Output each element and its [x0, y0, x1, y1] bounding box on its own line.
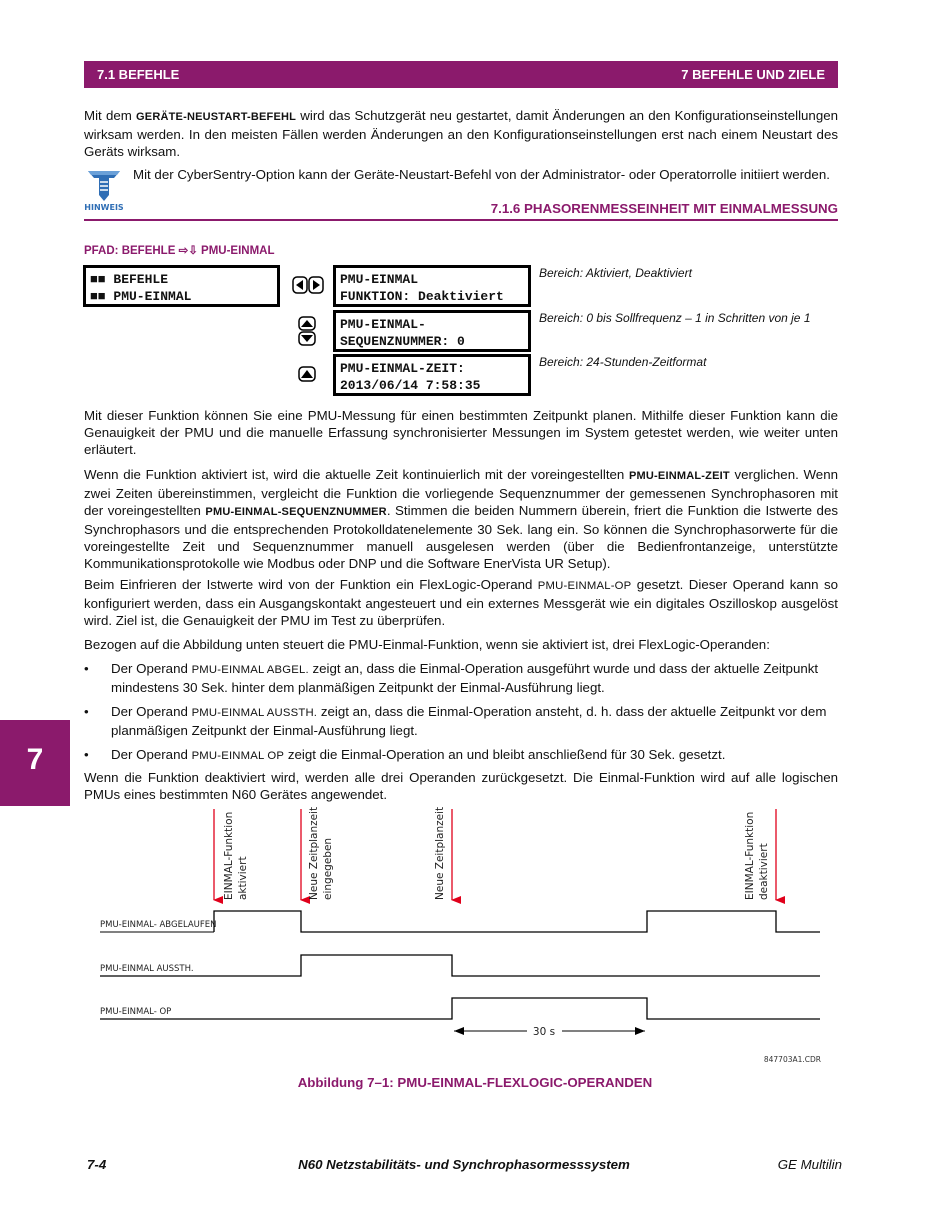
setting-name-sequence: PMU-EINMAL-SEQUENZNUMMER	[205, 506, 387, 518]
operand-name: PMU-EINMAL OP	[191, 750, 285, 762]
paragraph-5: Wenn die Funktion deaktiviert wird, werden alle drei Operanden zurückgesetzt. Die Einmal-Funktion wird auf alle logischen PMUs eines bestimmten N60 Gerätes angewendet.	[84, 770, 838, 802]
lcd-line1: PMU-EINMAL-	[340, 317, 426, 332]
lcd-line2: 2013/06/14 7:58:35	[340, 378, 481, 393]
range-sequence: Bereich: 0 bis Sollfrequenz – 1 in Schritten von je 1	[539, 311, 811, 325]
lcd-line1: PMU-EINMAL-ZEIT:	[340, 361, 465, 376]
note-text: Mit der CyberSentry-Option kann der Geräte-Neustart-Befehl von der Administrator- oder Operatorrolle initiiert werden.	[133, 167, 830, 182]
operand-name: PMU-EINMAL AUSSTH.	[191, 707, 318, 719]
p2-text-e: . Stimmen die beiden Nummern überein, friert die Funktion die Istwerte des Synchrophasors und die entsprechenden Protokolldatenelemente 30 Sek. lang ein. So können die Synchrophasorwerte für die voreingestellte Zeit und Sequenznummer manuell ausgelesen werden (über die Bedienfrontanzeige, unterstützte Kommunikationsprotokolle wie Modbus oder DNP und die Software EnerVista UR Setup).	[84, 503, 838, 571]
menu-lcd-line1: ■■ BEFEHLE	[90, 272, 169, 287]
event-label-new-time-line1: Neue Zeitplanzeit	[308, 806, 320, 900]
path-prefix: PFAD: BEFEHLE	[84, 245, 179, 257]
event-label-disabled-line1: EINMAL-Funktion	[744, 811, 756, 900]
signal-label-expired: PMU-EINMAL- ABGELAUFEN	[100, 920, 217, 930]
figure-caption: Abbildung 7–1: PMU-EINMAL-FLEXLOGIC-OPERANDEN	[297, 1075, 653, 1090]
paragraph-1: Mit dieser Funktion können Sie eine PMU-Messung für einen bestimmten Zeitpunkt planen. Mithilfe dieser Funktion kann die Genauigkeit der PMU und die manuelle Erfassung synchronisierter Messungen im System getestet werden, wie weiter unten erläutert.	[84, 408, 838, 457]
paragraph-4: Bezogen auf die Abbildung unten steuert die PMU-Einmal-Funktion, wenn sie aktiviert ist, drei FlexLogic-Operanden:	[84, 637, 770, 652]
bullet-text-c: zeigt an, dass die Einmal-Operation ansteht, d. h. dass der aktuelle Zeitpunkt vor dem planmäßigen Zeitpunkt der Einmal-Ausführung liegt.	[111, 704, 827, 738]
bullet-text-c: zeigt an, dass die Einmal-Operation ausgeführt wurde und dass der aktuelle Zeitpunkt mindestens 30 Sek. hinter dem planmäßigen Zeitpunkt der Einmal-Ausführung liegt.	[111, 661, 819, 695]
operand-name: PMU-EINMAL-OP	[537, 580, 632, 592]
event-label-schedule: Neue Zeitplanzeit	[434, 806, 446, 900]
p2-text-a: Wenn die Funktion aktiviert ist, wird die aktuelle Zeit kontinuierlich mit der voreingestellten	[84, 467, 630, 482]
lcd-line1: PMU-EINMAL	[340, 272, 419, 287]
footer-title: N60 Netzstabilitäts- und Synchrophasormesssystem	[298, 1157, 630, 1172]
p3-text-c: gesetzt. Dieser Operand kann so konfiguriert werden, dass ein Ausgangskontakt angesteuert und ein externes Messgerät wie ein digitales Oszilloskop ausgelöst wird. Ziel ist, die Genauigkeit der PMU im Test zu überprüfen.	[84, 577, 838, 628]
p2-text-c: verglichen. Wenn zwei Zeiten übereinstimmen, vergleicht die Funktion die vorliegende Sequenznummer der gemessenen Synchrophasoren mit der voreingestellten	[84, 467, 838, 518]
path-suffix: PMU-EINMAL	[197, 245, 275, 257]
chapter-tab: 7	[0, 720, 70, 806]
header-section: 7.1 BEFEHLE	[97, 67, 180, 82]
operand-name: PMU-EINMAL ABGEL.	[191, 664, 309, 676]
intro-text-b: wird das Schutzgerät neu gestartet, damit Änderungen an den Konfigurationseinstellungen wirksam werden. In den meisten Fällen werden Änderungen an den Konfigurationseinstellungen erst nach einem Neustart des Geräts wirksam.	[84, 108, 838, 159]
signal-label-op: PMU-EINMAL- OP	[100, 1007, 172, 1017]
p3-text-a: Beim Einfrieren der Istwerte wird von der Funktion ein FlexLogic-Operand	[84, 577, 538, 592]
event-label-enabled-line1: EINMAL-Funktion	[223, 811, 235, 900]
bullet-text-a: Der Operand	[111, 704, 192, 719]
event-label-disabled-line2: deaktiviert	[758, 843, 770, 900]
command-name: GERÄTE-NEUSTART-BEFEHL	[136, 111, 297, 123]
setting-name-time: PMU-EINMAL-ZEIT	[629, 470, 730, 482]
lcd-line2: FUNKTION: Deaktiviert	[340, 289, 504, 304]
event-label-enabled-line2: aktiviert	[237, 856, 249, 900]
bullet-text-a: Der Operand	[111, 661, 192, 676]
menu-lcd-line2: ■■ PMU-EINMAL	[90, 289, 192, 304]
path-arrows-icon: ⇨⇩	[178, 245, 198, 257]
range-time: Bereich: 24-Stunden-Zeitformat	[539, 355, 707, 369]
header-chapter: 7 BEFEHLE UND ZIELE	[681, 67, 825, 82]
duration-label: 30 s	[532, 1026, 556, 1038]
bullet-text-c: zeigt die Einmal-Operation an und bleibt anschließend für 30 Sek. gesetzt.	[284, 747, 726, 762]
lcd-line2: SEQUENZNUMMER: 0	[340, 334, 465, 349]
signal-label-pending: PMU-EINMAL AUSSTH.	[100, 964, 194, 974]
section-title: 7.1.6 PHASORENMESSEINHEIT MIT EINMALMESSUNG	[490, 201, 838, 216]
footer-brand: GE Multilin	[777, 1157, 842, 1172]
waveform-op	[100, 998, 820, 1019]
bullet-text-a: Der Operand	[111, 747, 192, 762]
range-function: Bereich: Aktiviert, Deaktiviert	[539, 266, 692, 280]
page-number: 7-4	[87, 1157, 107, 1172]
note-label: HINWEIS	[84, 203, 124, 212]
event-label-new-time-line2: eingegeben	[322, 837, 334, 900]
drawing-id: 847703A1.CDR	[763, 1055, 821, 1064]
waveform-pending	[100, 955, 820, 976]
intro-text-a: Mit dem	[84, 108, 137, 123]
waveform-expired	[214, 911, 820, 932]
